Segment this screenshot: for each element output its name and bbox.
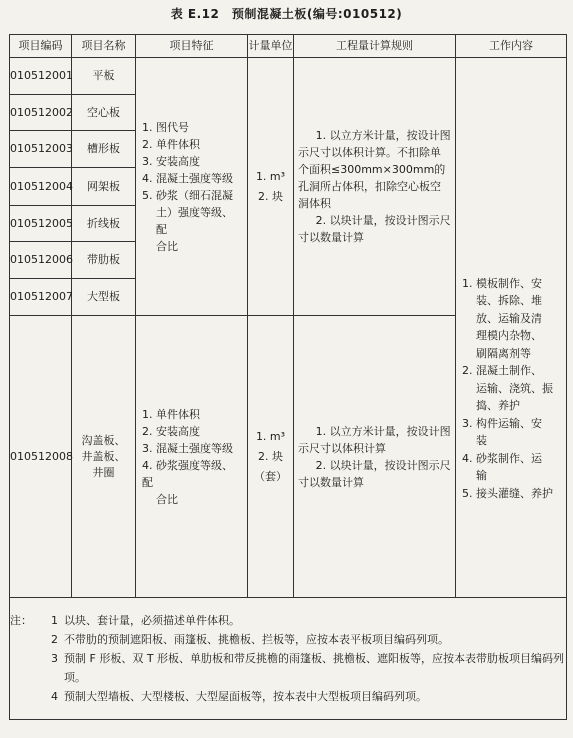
item-name: 槽形板 xyxy=(72,131,136,168)
table-row xyxy=(10,58,567,95)
item-name: 大型板 xyxy=(72,279,136,316)
item-name: 带肋板 xyxy=(72,242,136,279)
work-line: 5. 接头灌缝、养护 xyxy=(462,486,553,500)
unit-line: 1. m³ xyxy=(255,169,286,183)
note-text: 预制 F 形板、双 T 形板、单肋板和带反挑檐的雨篷板、挑檐板、遮阳板等，应按本表带肋板项目编码列项。 xyxy=(64,652,565,684)
header-name: 项目名称 xyxy=(72,35,136,58)
notes-label: 注： xyxy=(10,614,32,627)
item-name xyxy=(72,316,136,598)
note-text: 预制大型墙板、大型楼板、大型屋面板等，按本表中大型板项目编码列项。 xyxy=(64,690,427,703)
header-unit: 计量单位 xyxy=(248,35,294,58)
unit-line: 1. m³ xyxy=(255,429,286,443)
feature-line: 2. 安装高度 xyxy=(142,424,200,438)
note-number: 1 xyxy=(51,614,58,627)
feature-line: 3. 安装高度 xyxy=(142,154,200,168)
work-line: 3. 构件运输、安 xyxy=(462,416,542,430)
header-row xyxy=(10,35,567,58)
item-name: 平板 xyxy=(72,58,136,95)
feature-line: 5. 砂浆（细石混凝 xyxy=(142,188,233,202)
work-line: 1. 模板制作、安 xyxy=(462,276,542,290)
item-name-line: 井盖板、 xyxy=(81,449,126,463)
work-content-cell xyxy=(456,58,567,598)
item-code: 010512008 xyxy=(10,316,72,598)
features-cell xyxy=(136,316,248,598)
item-name: 网架板 xyxy=(72,168,136,206)
notes-row xyxy=(10,598,567,720)
item-name-line: 井圈 xyxy=(92,465,115,479)
rule-text: 2. 以块计量，按设计图示尺寸以数量计算 xyxy=(298,214,451,244)
work-line: 输 xyxy=(476,469,487,483)
work-line: 装、拆除、堆 xyxy=(476,294,542,308)
item-code: 010512002 xyxy=(10,95,72,131)
note-text: 以块、套计量，必须描述单件体积。 xyxy=(64,614,240,627)
work-line: 放、运输及清 xyxy=(476,311,542,325)
unit-cell xyxy=(248,58,294,316)
work-line: 刷隔离剂等 xyxy=(476,346,531,360)
header-features: 项目特征 xyxy=(136,35,248,58)
note-number: 4 xyxy=(51,690,58,703)
rules-cell xyxy=(294,58,456,316)
features-cell xyxy=(136,58,248,316)
unit-cell xyxy=(248,316,294,598)
item-name: 空心板 xyxy=(72,95,136,131)
header-code: 项目编码 xyxy=(10,35,72,58)
note-text: 不带肋的预制遮阳板、雨篷板、挑檐板、拦板等，应按本表平板项目编码列项。 xyxy=(64,633,449,646)
note-item xyxy=(10,611,566,630)
item-code: 010512001 xyxy=(10,58,72,95)
item-code: 010512003 xyxy=(10,131,72,168)
work-line: 理模内杂物、 xyxy=(476,329,542,343)
feature-line: 4. 砂浆强度等级、配 xyxy=(142,458,233,489)
note-number: 3 xyxy=(51,652,58,665)
work-line: 捣、养护 xyxy=(476,399,520,413)
unit-line: 2. 块 xyxy=(258,189,283,203)
work-line: 运输、浇筑、振 xyxy=(476,381,553,395)
feature-line: 2. 单件体积 xyxy=(142,137,200,151)
feature-line: 4. 混凝土强度等级 xyxy=(142,171,233,185)
feature-line: 1. 图代号 xyxy=(142,120,189,134)
rule-text: 1. 以立方米计量，按设计图示尺寸以体积计算。不扣除单个面积≤300mm×300mm的孔洞所占体积，扣除空心板空洞体积 xyxy=(298,129,451,210)
note-item xyxy=(10,687,566,706)
unit-line: 2. 块 xyxy=(258,449,283,463)
feature-line: 合比 xyxy=(156,492,178,506)
note-item xyxy=(10,630,566,649)
feature-line: 1. 单件体积 xyxy=(142,407,200,421)
header-rules: 工程量计算规则 xyxy=(294,35,456,58)
work-line: 2. 混凝土制作、 xyxy=(462,364,542,378)
item-code: 010512007 xyxy=(10,279,72,316)
rules-cell xyxy=(294,316,456,598)
rule-text: 2. 以块计量，按设计图示尺寸以数量计算 xyxy=(298,458,451,489)
work-line: 4. 砂浆制作、运 xyxy=(462,451,542,465)
notes-cell xyxy=(10,598,567,720)
item-code: 010512005 xyxy=(10,206,72,242)
rule-text: 1. 以立方米计量，按设计图示尺寸以体积计算 xyxy=(298,424,451,455)
item-name: 折线板 xyxy=(72,206,136,242)
feature-line: 3. 混凝土强度等级 xyxy=(142,441,233,455)
note-item xyxy=(10,649,566,687)
item-code: 010512004 xyxy=(10,168,72,206)
item-code: 010512006 xyxy=(10,242,72,279)
work-line: 装 xyxy=(476,434,487,448)
item-name-line: 沟盖板、 xyxy=(81,433,126,447)
note-number: 2 xyxy=(51,633,58,646)
precast-slab-table xyxy=(9,34,567,720)
header-work: 工作内容 xyxy=(456,35,567,58)
unit-line: （套） xyxy=(254,469,287,483)
feature-line: 合比 xyxy=(156,239,178,253)
feature-line: 土）强度等级、配 xyxy=(156,205,233,236)
table-title: 表 E.12 预制混凝土板(编号:010512) xyxy=(170,7,403,21)
